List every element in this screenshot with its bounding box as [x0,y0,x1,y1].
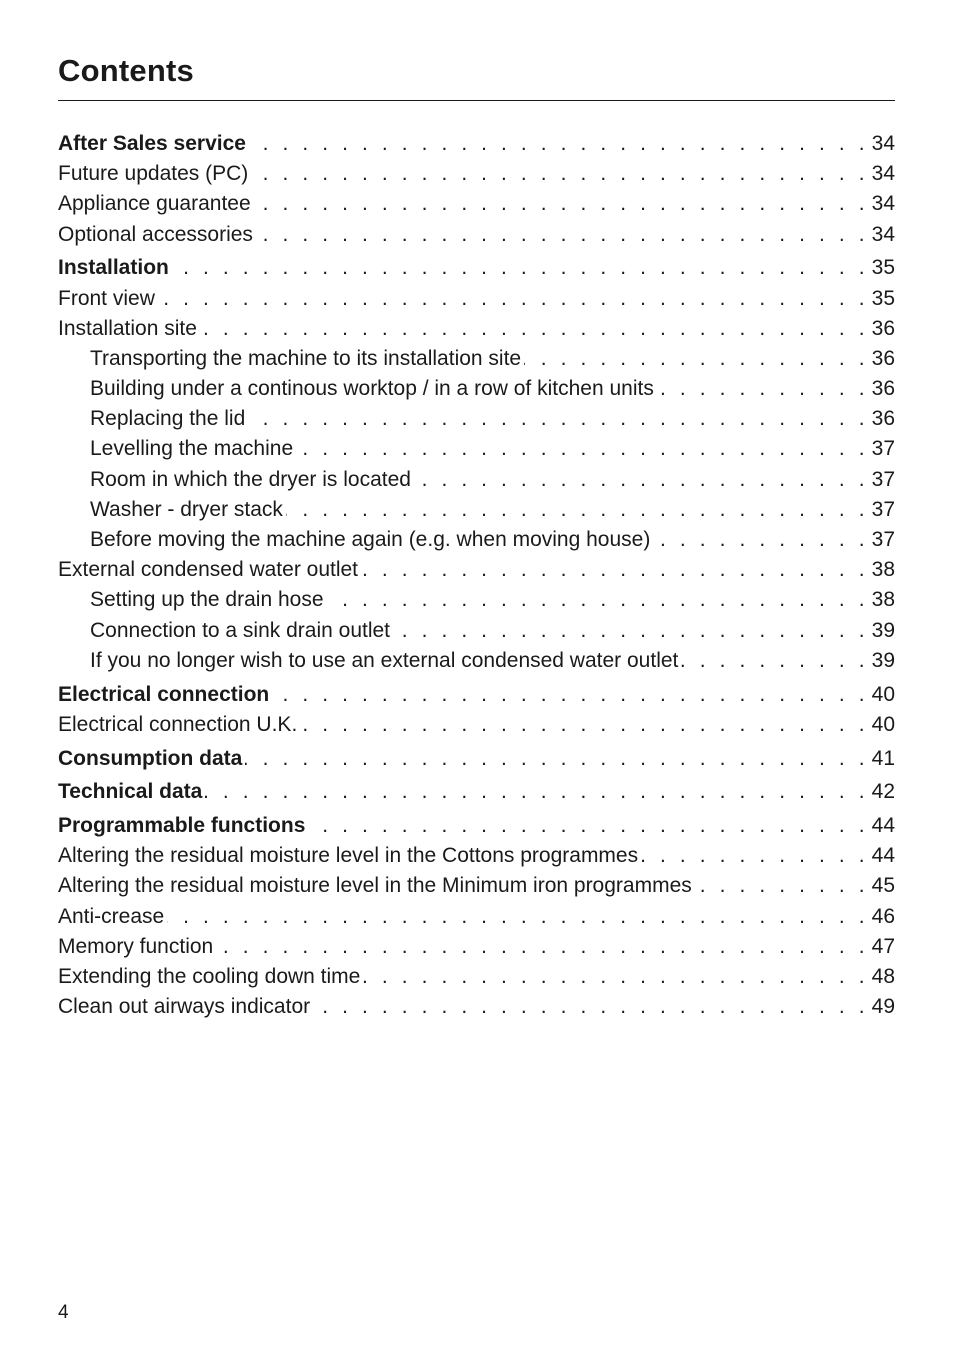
toc-entry-page: 38 [871,588,895,612]
toc-entry-label: Washer - dryer stack [90,497,283,521]
dot-leader [167,902,868,932]
toc-entry-label: Levelling the machine [90,437,294,461]
dot-leader [248,404,868,434]
toc-entry-page: 34 [871,132,895,155]
toc-entry-page: 39 [871,648,895,672]
page-title: Contents [58,53,194,88]
dot-leader [251,159,868,189]
toc-entry[interactable] [58,962,895,992]
toc-entry[interactable] [58,220,895,250]
toc-entry-page: 34 [871,222,895,246]
toc-entry[interactable] [58,189,895,219]
toc-entry-label: Room in which the dryer is located [90,467,411,491]
toc-subentry[interactable] [58,646,895,676]
toc-entry-page: 36 [871,316,895,340]
toc-entry[interactable] [58,314,895,344]
toc-entry-label: If you no longer wish to use an external condensed water outlet [90,648,679,672]
toc-entry-label: Future updates (PC) [58,162,249,186]
toc-entry-label: Installation site [58,316,197,340]
toc-entry-label: Extending the cooling down time [58,965,361,989]
dot-leader [524,344,869,374]
toc-entry-page: 42 [871,780,895,804]
dot-leader [300,710,868,740]
toc-entry[interactable] [58,871,895,901]
dot-leader [205,777,868,807]
toc-entry-label: External condensed water outlet [58,558,359,582]
toc-entry-page: 39 [871,618,895,642]
dot-leader [363,962,868,992]
toc-entry-page: 37 [871,497,895,521]
toc-entry-section[interactable] [58,253,895,283]
toc-entry-page: 49 [871,995,895,1019]
dot-leader [249,129,869,159]
toc-entry-label: Clean out airways indicator [58,995,311,1019]
toc-entry-page: 48 [871,965,895,989]
toc-entry-label: Connection to a sink drain outlet [90,618,391,642]
toc-subentry[interactable] [58,585,895,615]
toc-entry[interactable] [58,710,895,740]
dot-leader [296,434,869,464]
toc-entry-page: 37 [871,437,895,461]
toc-entry-page: 46 [871,904,895,928]
toc-entry-label: Altering the residual moisture level in the Cottons programmes [58,844,639,868]
toc-entry-label: Programmable functions [58,814,306,838]
toc-entry-label: Memory function [58,934,214,958]
toc-entry-page: 35 [871,256,895,280]
toc-entry-page: 47 [871,934,895,958]
dot-leader [216,932,868,962]
toc-entry-section[interactable] [58,680,895,710]
toc-subentry[interactable] [58,495,895,525]
toc-entry-page: 40 [871,712,895,736]
dot-leader [653,525,868,555]
toc-entry-label: Front view [58,286,155,310]
toc-entry-label: Appliance guarantee [58,192,251,216]
dot-leader [695,871,869,901]
toc-entry[interactable] [58,159,895,189]
dot-leader [172,253,869,283]
toc-subentry[interactable] [58,434,895,464]
dot-leader [361,555,869,585]
dot-leader [256,220,869,250]
toc-entry-label: Before moving the machine again (e.g. when moving house) [90,528,651,552]
toc-entry[interactable] [58,992,895,1022]
dot-leader [313,992,869,1022]
toc-entry-label: Replacing the lid [90,407,246,431]
toc-subentry[interactable] [58,374,895,404]
toc-entry-label: Consumption data [58,746,243,770]
toc-entry-page: 35 [871,286,895,310]
toc-entry[interactable] [58,932,895,962]
toc-entry-label: Technical data [58,780,203,804]
dot-leader [308,811,868,841]
toc-entry-page: 37 [871,528,895,552]
toc-subentry[interactable] [58,525,895,555]
page-number: 4 [58,1302,69,1323]
dot-leader [272,680,868,710]
toc-entry-label: Altering the residual moisture level in the Minimum iron programmes [58,874,692,898]
toc-entry-label: Installation [58,256,169,280]
toc-entry[interactable] [58,841,895,871]
toc-entry-page: 44 [871,844,895,868]
toc-entry[interactable] [58,902,895,932]
dot-leader [327,585,869,615]
toc-entry-page: 36 [871,346,895,370]
dot-leader [254,189,869,219]
dot-leader [245,744,868,774]
dot-leader [414,465,869,495]
dot-leader [681,646,868,676]
toc-entry-label: Building under a continous worktop / in a row of kitchen units [90,377,654,401]
toc-entry-page: 45 [871,874,895,898]
dot-leader [158,284,869,314]
toc-entry[interactable] [58,555,895,585]
toc-entry-section[interactable] [58,129,895,159]
toc-subentry[interactable] [58,404,895,434]
toc-entry-page: 34 [871,162,895,186]
dot-leader [393,616,869,646]
table-of-contents [58,129,895,1022]
toc-entry-label: Electrical connection U.K. [58,712,298,736]
dot-leader [200,314,869,344]
dot-leader [657,374,869,404]
toc-entry-label: Electrical connection [58,682,270,706]
toc-entry-page: 38 [871,558,895,582]
toc-entry-label: Optional accessories [58,222,253,246]
toc-subentry[interactable] [58,465,895,495]
title-divider [58,100,895,101]
toc-subentry[interactable] [58,344,895,374]
dot-leader [641,841,869,871]
dot-leader [286,495,869,525]
toc-entry-section[interactable] [58,811,895,841]
toc-entry-page: 41 [871,746,895,770]
toc-entry-label: Transporting the machine to its installation site [90,346,522,370]
toc-entry[interactable] [58,284,895,314]
toc-entry-page: 40 [871,682,895,706]
toc-entry-label: Anti-crease [58,904,165,928]
toc-entry-page: 36 [871,407,895,431]
toc-entry-label: After Sales service [58,132,246,155]
toc-entry-page: 34 [871,192,895,216]
toc-entry-page: 37 [871,467,895,491]
toc-entry-page: 44 [871,814,895,838]
toc-entry-section[interactable] [58,744,895,774]
toc-entry-section[interactable] [58,777,895,807]
toc-entry-label: Setting up the drain hose [90,588,324,612]
toc-entry-page: 36 [871,377,895,401]
toc-subentry[interactable] [58,616,895,646]
